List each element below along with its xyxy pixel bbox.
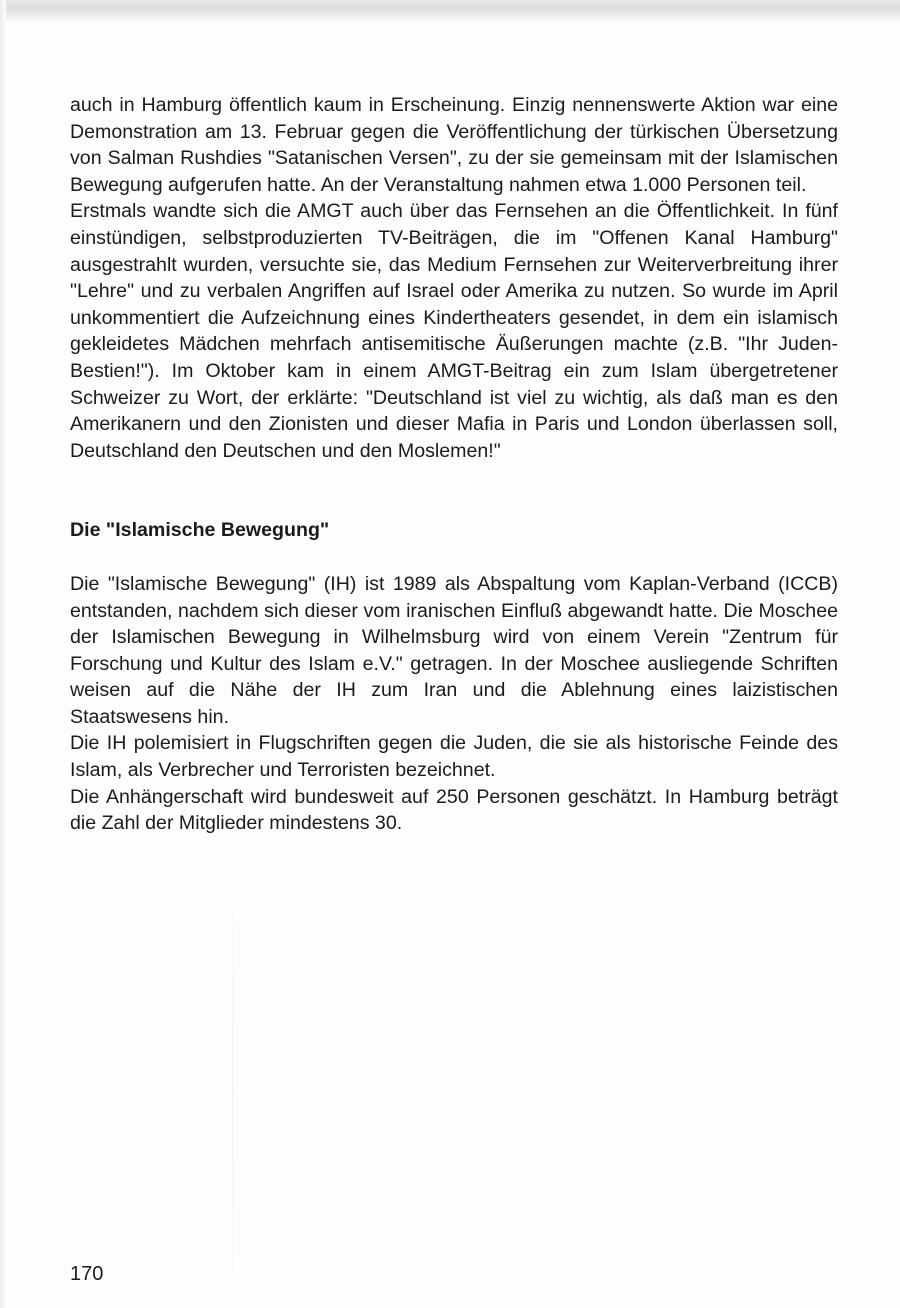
paragraph-demonstration: auch in Hamburg öffentlich kaum in Erscheinung. Einzig nennenswerte Aktion war eine Demonstration am 13. Februar gegen die Veröffentlichung der türkischen Übersetzung von Salman Rushdies "Satanischen Versen", zu der sie gemeinsam mit der Islamischen Bewegung aufgerufen hatte. An der Veranstaltung nahmen etwa 1.000 Personen teil. (70, 94, 838, 196)
paragraph-ih-polemics: Die IH polemisiert in Flugschriften gegen die Juden, die sie als historische Feinde des Islam, als Verbrecher und Terroristen bezeichnet. (70, 732, 838, 782)
paragraph-ih-origin: Die "Islamische Bewegung" (IH) ist 1989 als Abspaltung vom Kaplan-Verband (ICCB) entstanden, nachdem sich dieser vom iranischen Einfluß abgewandt hatte. Die Moschee der Islamischen Bewegung in Wilhelmsburg wird von einem Verein "Zentrum für Forschung und Kultur des Islam e.V." getragen. In der Moschee ausliegende Schriften weisen auf die Nähe der IH zum Iran und die Ablehnung eines laizistischen Staatswesens hin. (70, 572, 838, 728)
scan-edge-top (0, 0, 900, 22)
paper-fold-line (232, 880, 233, 1300)
section-heading-islamische-bewegung: Die "Islamische Bewegung" (70, 519, 330, 542)
paragraph-tv-broadcasts: Erstmals wandte sich die AMGT auch über das Fernsehen an die Öffentlichkeit. In fünf einstündigen, selbstproduzierten TV-Beiträgen, die im "Offenen Kanal Hamburg" ausgestrahlt wurden, versuchte sie, das Medium Fernsehen zur Weiterverbreitung ihrer "Lehre" und zu verbalen Angriffen auf Israel oder Amerika zu nutzen. So wurde im April unkommentiert die Aufzeichnung eines Kindertheaters gesendet, in dem ein islamisch gekleidetes Mädchen mehrfach antisemitische Äußerungen machte (z.B. "Ihr Juden-Bestien!"). Im Oktober kam in einem AMGT-Beitrag ein zum Islam übergetretener Schweizer zu Wort, der erklärte: "Deutschland ist viel zu wichtig, als daß man es den Amerikanern und den Zionisten und dieser Mafia in Paris und London überlassen soll, Deutschland den Deutschen und den Moslemen!" (70, 200, 838, 462)
page-number: 170 (70, 1263, 104, 1285)
paragraph-ih-membership: Die Anhängerschaft wird bundesweit auf 250 Personen geschätzt. In Hamburg beträgt die Zahl der Mitglieder mindestens 30. (70, 785, 838, 835)
page-body (70, 92, 838, 837)
scan-edge-left (0, 0, 6, 1308)
